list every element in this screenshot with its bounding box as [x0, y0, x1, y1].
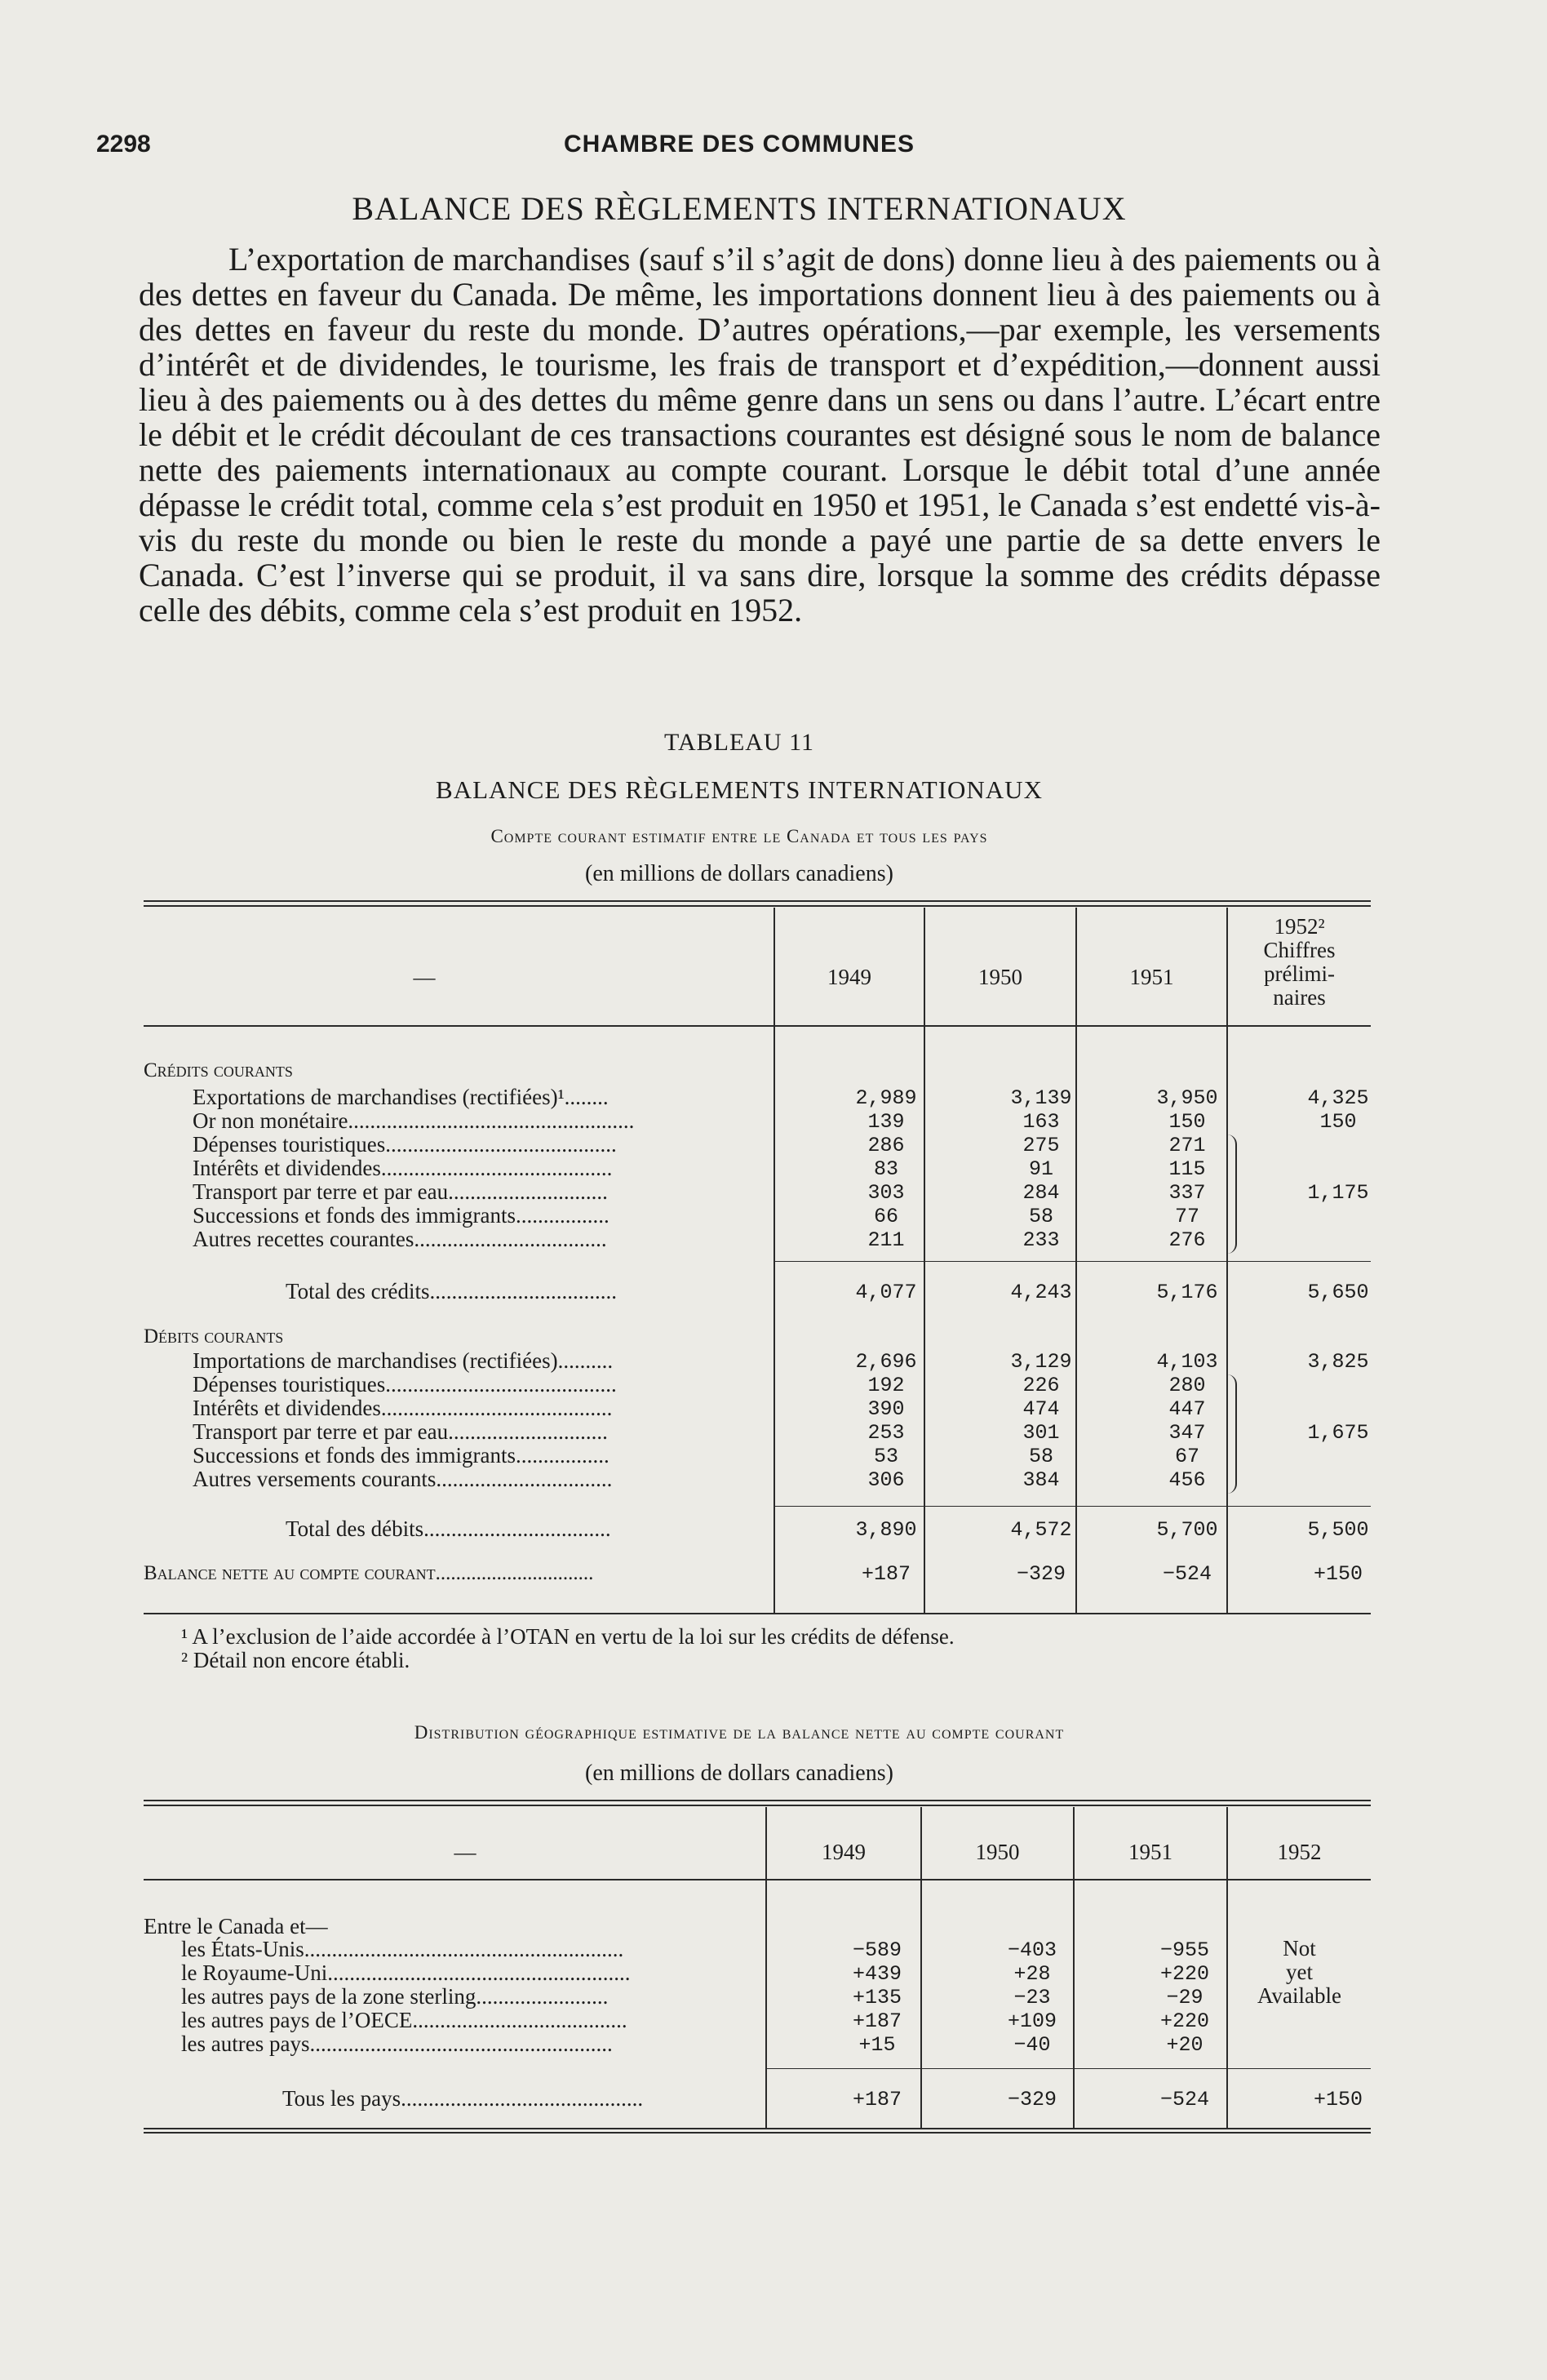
cell-1950: 163	[1022, 1110, 1060, 1134]
table-2-unit: (en millions de dollars canadiens)	[585, 1761, 893, 1786]
cell-1949: 253	[867, 1421, 905, 1445]
cell-1949: +187	[861, 1562, 911, 1586]
cell-1949: 139	[867, 1110, 905, 1134]
cell-1950: 91	[1028, 1157, 1053, 1181]
col-divider	[1226, 908, 1228, 1613]
cell-1952: 150	[1319, 1110, 1357, 1134]
cell-1949: 303	[867, 1181, 905, 1205]
cell-1951: 347	[1168, 1421, 1206, 1445]
cell-1950: 58	[1028, 1445, 1053, 1468]
running-head	[96, 131, 1382, 163]
cell-1950: −403	[1007, 1938, 1057, 1962]
cell-1950: 275	[1022, 1134, 1060, 1157]
cell-1951: 447	[1168, 1397, 1206, 1421]
col-header-1949: 1949	[822, 1840, 866, 1864]
cell-1951: 271	[1168, 1134, 1206, 1157]
col-header-1952-line: naires	[1273, 985, 1326, 1010]
row-label: Transport par terre et par eau.............................	[193, 1419, 608, 1444]
cell-1950: −40	[1013, 2033, 1051, 2057]
subtotal-rule	[767, 2068, 1371, 2069]
table-top-rule	[144, 900, 1371, 902]
cell-1951: −524	[1159, 2088, 1209, 2111]
net-balance-label: Balance nette au compte courant...............................	[144, 1562, 594, 1584]
cell-1950: 301	[1022, 1421, 1060, 1445]
cell-1950: 3,129	[1010, 1350, 1072, 1374]
cell-1952: 5,500	[1307, 1518, 1369, 1542]
col-header-1951: 1951	[1128, 1840, 1172, 1864]
cell-1949: +15	[858, 2033, 896, 2057]
cell-1950: −329	[1016, 1562, 1066, 1586]
cell-1949: 4,077	[855, 1281, 917, 1304]
col-header-1952: 1952	[1277, 1840, 1322, 1864]
cell-1951: 115	[1168, 1157, 1206, 1181]
cell-1952: 1,675	[1307, 1421, 1369, 1445]
group-label: Entre le Canada et—	[144, 1914, 328, 1938]
row-label: Or non monétaire....................................................	[193, 1108, 635, 1133]
note-line: Available	[1257, 1983, 1341, 2008]
cell-1949: 286	[867, 1134, 905, 1157]
cell-1949: 306	[867, 1468, 905, 1492]
stub-header: —	[454, 1840, 477, 1864]
table-top-rule-2	[144, 1805, 1371, 1806]
cell-1951: 5,176	[1156, 1281, 1218, 1304]
row-label: Autres versements courants................................	[193, 1467, 613, 1491]
cell-1951: 456	[1168, 1468, 1206, 1492]
cell-1951: 67	[1174, 1445, 1199, 1468]
cell-1949: +135	[852, 1986, 902, 2009]
cell-1950: 58	[1028, 1205, 1053, 1228]
col-divider	[774, 908, 775, 1613]
cell-1949: 66	[873, 1205, 898, 1228]
table-2-title: Distribution géographique estimative de la balance nette au compte courant	[414, 1722, 1065, 1743]
cell-1951: −955	[1159, 1938, 1209, 1962]
cell-1950: 474	[1022, 1397, 1060, 1421]
cell-1952: +150	[1313, 2088, 1363, 2111]
col-header-1952-line: prélimi-	[1264, 961, 1335, 986]
header-rule	[144, 1025, 1371, 1027]
table-subtitle: Compte courant estimatif entre le Canada et tous les pays	[490, 826, 988, 846]
table-bottom-rule-2	[144, 2132, 1371, 2134]
intro-paragraph: L’exportation de marchandises (sauf s’il s’agit de dons) donne lieu à des paiements ou à des dettes en faveur du Canada. De même, les importations donnent lieu à des paiements ou à des dettes en faveur du reste du monde. D’autres opérations,—par exemple, les versements d’intérêt et de dividendes, le tourisme, les frais de transport et d’expédition,—donnent aussi lieu à des paiements ou à des dettes du même genre dans un sens ou dans l’autre. L’écart entre le débit et le crédit découlant de ces transactions courantes est désigné sous le nom de balance nette des paiements internationaux au compte courant. Lorsque le débit total d’une année dépasse le crédit total, comme cela s’est produit en 1950 et 1951, le Canada s’est endetté vis-à-vis du reste du monde ou bien le reste du monde a payé une partie de sa dette envers le Canada. C’est l’inverse qui se produit, il va sans dire, lorsque la somme des crédits dépasse celle des débits, comme cela s’est produit en 1952.	[139, 241, 1381, 628]
cell-1949: +439	[852, 1962, 902, 1986]
row-label: les autres pays de la zone sterling........................	[181, 1984, 609, 2009]
cell-1950: +109	[1007, 2009, 1057, 2033]
cell-1952: +150	[1313, 1562, 1363, 1586]
cell-1949: 211	[867, 1228, 905, 1252]
cell-1949: 3,890	[855, 1518, 917, 1542]
credits-heading: Crédits courants	[144, 1059, 293, 1081]
cell-1950: −23	[1013, 1986, 1051, 2009]
cell-1949: 83	[873, 1157, 898, 1181]
cell-1950: −329	[1007, 2088, 1057, 2111]
cell-1950: +28	[1013, 1962, 1051, 1986]
col-divider	[1075, 908, 1077, 1613]
subtotal-rule	[775, 1261, 1371, 1262]
row-label: les autres pays.......................................................	[181, 2031, 613, 2056]
table-title: BALANCE DES RÈGLEMENTS INTERNATIONAUX	[436, 775, 1043, 804]
cell-1951: +220	[1159, 2009, 1209, 2033]
cell-1951: 150	[1168, 1110, 1206, 1134]
cell-1951: +220	[1159, 1962, 1209, 1986]
table-top-rule	[144, 1800, 1371, 1801]
total-label: Tous les pays............................................	[282, 2086, 644, 2111]
row-label: Intérêts et dividendes..........................................	[193, 1396, 613, 1420]
row-label: le Royaume-Uni.......................................................	[181, 1960, 631, 1985]
cell-1950: 226	[1022, 1374, 1060, 1397]
cell-1950: 233	[1022, 1228, 1060, 1252]
cell-1949: 2,696	[855, 1350, 917, 1374]
total-debits-label: Total des débits..................................	[286, 1516, 611, 1541]
cell-1951: 5,700	[1156, 1518, 1218, 1542]
col-header-1950: 1950	[978, 965, 1022, 989]
table-label: TABLEAU 11	[664, 729, 814, 756]
cell-1951: 280	[1168, 1374, 1206, 1397]
section-title: BALANCE DES RÈGLEMENTS INTERNATIONAUX	[352, 190, 1127, 227]
row-label: Exportations de marchandises (rectifiées)¹........	[193, 1085, 609, 1109]
cell-1952: 3,825	[1307, 1350, 1369, 1374]
footnote-1: ¹ A l’exclusion de l’aide accordée à l’OTAN en vertu de la loi sur les crédits de défense.	[181, 1624, 955, 1649]
debits-heading: Débits courants	[144, 1325, 284, 1348]
table-unit: (en millions de dollars canadiens)	[585, 861, 893, 886]
row-label: Intérêts et dividendes..........................................	[193, 1156, 613, 1180]
table-top-rule-2	[144, 905, 1371, 907]
page-number: 2298	[96, 131, 151, 158]
not-available-note	[1228, 1937, 1371, 2008]
row-label: Successions et fonds des immigrants.................	[193, 1203, 609, 1228]
cell-1949: 53	[873, 1445, 898, 1468]
cell-1950: 384	[1022, 1468, 1060, 1492]
footnote-2: ² Détail non encore établi.	[181, 1648, 410, 1672]
cell-1951: 337	[1168, 1181, 1206, 1205]
cell-1949: +187	[852, 2009, 902, 2033]
cell-1952: 5,650	[1307, 1281, 1369, 1304]
subtotal-rule	[775, 1506, 1371, 1507]
header-rule	[144, 1879, 1371, 1880]
row-label: Dépenses touristiques..........................................	[193, 1132, 617, 1157]
publication-title: CHAMBRE DES COMMUNES	[563, 131, 915, 158]
stub-header: —	[413, 965, 436, 989]
col-header-1952-line: Chiffres	[1263, 938, 1336, 962]
cell-1949: 390	[867, 1397, 905, 1421]
cell-1950: 4,572	[1010, 1518, 1072, 1542]
col-header-1952	[1228, 915, 1371, 1010]
cell-1951: 4,103	[1156, 1350, 1218, 1374]
cell-1952: 4,325	[1307, 1086, 1369, 1110]
table-bottom-rule	[144, 1613, 1371, 1614]
row-label: les États-Unis..........................................................	[181, 1937, 624, 1961]
grouping-brace	[1227, 1374, 1237, 1494]
cell-1951: +20	[1166, 2033, 1203, 2057]
cell-1951: −29	[1166, 1986, 1203, 2009]
grouping-brace	[1227, 1134, 1237, 1254]
cell-1949: +187	[852, 2088, 902, 2111]
table-bottom-rule	[144, 2128, 1371, 2129]
note-line: Not	[1283, 1936, 1316, 1960]
row-label: Dépenses touristiques..........................................	[193, 1372, 617, 1396]
cell-1949: −589	[852, 1938, 902, 1962]
cell-1950: 4,243	[1010, 1281, 1072, 1304]
cell-1951: 3,950	[1156, 1086, 1218, 1110]
cell-1951: 77	[1174, 1205, 1199, 1228]
col-header-1952-year: 1952²	[1274, 914, 1325, 939]
row-label: Importations de marchandises (rectifiées)..........	[193, 1348, 614, 1373]
cell-1950: 3,139	[1010, 1086, 1072, 1110]
note-line: yet	[1286, 1960, 1313, 1984]
row-label: Successions et fonds des immigrants.................	[193, 1443, 609, 1468]
cell-1949: 192	[867, 1374, 905, 1397]
cell-1951: 276	[1168, 1228, 1206, 1252]
cell-1952: 1,175	[1307, 1181, 1369, 1205]
row-label: les autres pays de l’OECE.......................................	[181, 2008, 627, 2032]
col-divider	[924, 908, 925, 1613]
col-header-1951: 1951	[1129, 965, 1174, 989]
cell-1951: −524	[1162, 1562, 1212, 1586]
row-label: Autres recettes courantes...................................	[193, 1227, 607, 1251]
col-header-1950: 1950	[975, 1840, 1020, 1864]
row-label: Transport par terre et par eau.............................	[193, 1179, 608, 1204]
col-header-1949: 1949	[827, 965, 871, 989]
total-credits-label: Total des crédits..................................	[286, 1279, 618, 1303]
cell-1950: 284	[1022, 1181, 1060, 1205]
cell-1949: 2,989	[855, 1086, 917, 1110]
